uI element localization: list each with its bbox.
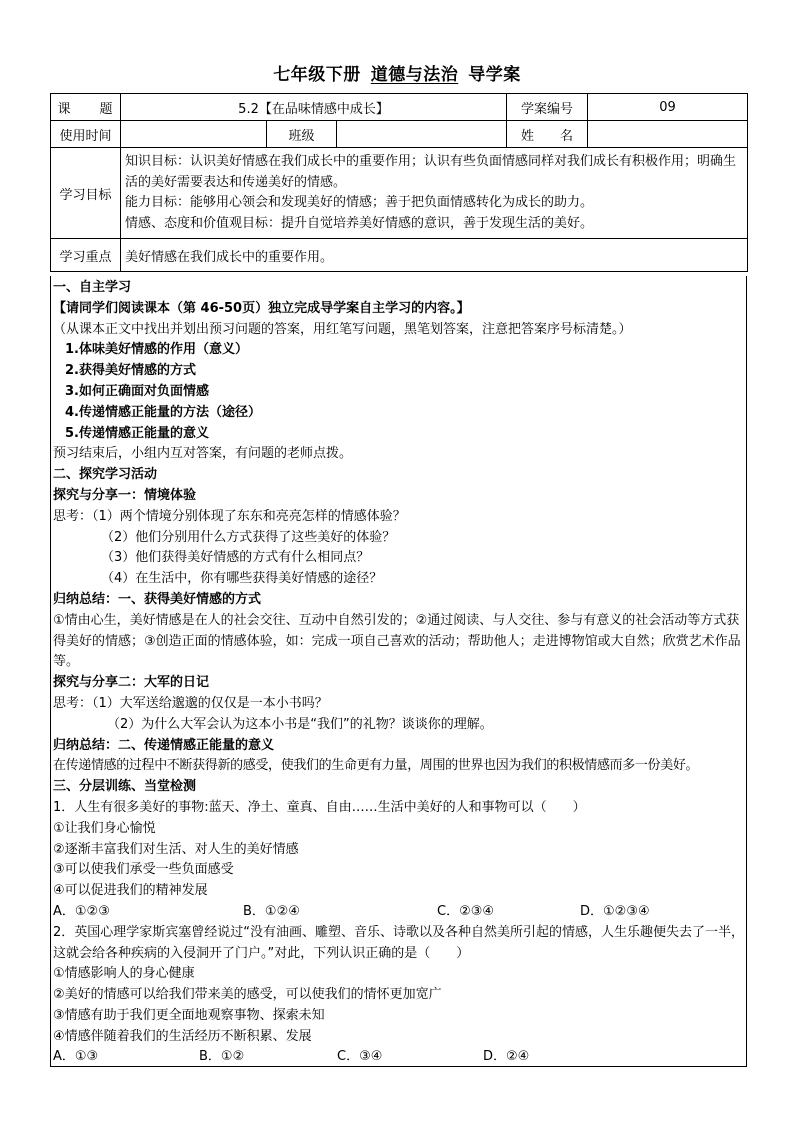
time-field[interactable] (121, 121, 267, 148)
preview-item: 5.传递情感正能量的意义 (65, 425, 209, 441)
topic-value: 5.2【在品味情感中成长】 (121, 94, 507, 121)
q1-option-d[interactable]: D．①②③④ (580, 903, 650, 919)
focus-value: 美好情感在我们成长中的重要作用。 (121, 239, 748, 272)
content-body (50, 276, 747, 1067)
q2-options (53, 1047, 744, 1068)
name-label: 姓 名 (507, 121, 588, 148)
goal-attitude: 情感、态度和价值观目标：提升自觉培养美好情感的意识，善于发现生活的美好。 (125, 215, 594, 231)
q1-statement: ④可以促进我们的精神发展 (53, 883, 208, 899)
share2-title: 探究与分享二：大军的日记 (53, 675, 210, 691)
share1-question: （2）他们分别用什么方式获得了这些美好的体验？ (101, 529, 396, 545)
q1-options (53, 902, 744, 923)
q1-option-b[interactable]: B．①②④ (243, 903, 300, 919)
title-grade: 七年级下册 (273, 65, 361, 85)
summary2-title: 归纳总结：二、传递情感正能量的意义 (53, 737, 275, 753)
header-table (50, 93, 748, 272)
section1-instruction: 【请同学们阅读课本（第 46-50页）独立完成导学案自主学习的内容。】 (53, 300, 470, 316)
q2-option-d[interactable]: D．②④ (483, 1049, 530, 1065)
preview-item: 3.如何正确面对负面情感 (65, 383, 209, 399)
q1-statement: ②逐渐丰富我们对生活、对人生的美好情感 (53, 841, 299, 857)
share1-question: 思考：（1）两个情境分别体现了东东和亮亮怎样的情感体验？ (53, 508, 406, 524)
focus-label: 学习重点 (51, 239, 121, 272)
goals-label: 学习目标 (51, 148, 121, 239)
summary2-text: 在传递情感的过程中不断获得新的感受，使我们的生命更有力量，周围的世界也因为我们的积极情感而多一份美好。 (53, 758, 699, 774)
goals-content (121, 148, 748, 239)
time-label: 使用时间 (51, 121, 121, 148)
goal-ability: 能力目标：能够用心领会和发现美好的情感；善于把负面情感转化为成长的助力。 (125, 195, 594, 210)
q2-statement: ②美好的情感可以给我们带来美的感受，可以使我们的情怀更加宽广 (53, 987, 442, 1003)
preview-item: 4.传递情感正能量的方法（途径） (65, 404, 261, 420)
share1-question: （4）在生活中，你有哪些获得美好情感的途径？ (101, 571, 383, 587)
title-suffix: 导学案 (468, 65, 521, 85)
q2-statement: ①情感影响人的身心健康 (53, 966, 195, 982)
q2-option-a[interactable]: A．①③ (53, 1049, 99, 1065)
section1-heading: 一、自主学习 (53, 280, 132, 295)
plan-no-value: 09 (588, 94, 748, 121)
class-field[interactable] (337, 121, 507, 148)
q1-option-a[interactable]: A．①②③ (53, 903, 110, 919)
question-1: 1．人生有很多美好的事物:蓝天、净土、童真、自由……生活中美好的人和事物可以（ ） (53, 799, 586, 815)
q2-option-c[interactable]: C．③④ (337, 1049, 383, 1065)
section3-heading: 三、分层训练、当堂检测 (53, 779, 197, 795)
summary1-text: ①情由心生，美好情感是在人的社会交往、互动中自然引发的；②通过阅读、与人交往、参与有意义的社会活动等方式获得美好的情感；③创造正面的情感体验，如：完成一项自己喜欢的活动；帮助他人；走进博物馆或大自然；欣赏艺术作品等。 (53, 612, 741, 670)
page-title (0, 60, 794, 85)
share2-question: 思考：（1）大军送给邈邈的仅仅是一本小书吗？ (53, 695, 328, 711)
title-subject: 道德与法治 (370, 65, 459, 85)
q2-option-b[interactable]: B．①② (199, 1049, 245, 1065)
goal-knowledge: 知识目标：认识美好情感在我们成长中的重要作用；认识有些负面情感同样对我们成长有积极作用；明确生活的美好需要表达和传递美好的情感。 (125, 154, 737, 190)
question-2: 2．英国心理学家斯宾塞曾经说过“没有油画、雕塑、音乐、诗歌以及各种自然美所引起的情感，人生乐趣便失去了一半，这就会给各种疾病的入侵洞开了门户。”对此，下列认识正确的是（ ） (53, 924, 745, 961)
share2-question: （2）为什么大军会认为这本小书是“我们”的礼物？谈谈你的理解。 (107, 716, 493, 732)
preview-item: 1.体味美好情感的作用（意义） (65, 342, 248, 358)
q1-option-c[interactable]: C．②③④ (437, 903, 495, 919)
plan-no-label: 学案编号 (507, 94, 588, 121)
name-field[interactable] (588, 121, 748, 148)
q2-statement: ④情感伴随着我们的生活经历不断积累、发展 (53, 1028, 312, 1044)
section1-note: （从课本正文中找出并划出预习问题的答案，用红笔写问题，黑笔划答案，注意把答案序号标清楚。） (53, 321, 632, 337)
section1-after: 预习结束后，小组内互对答案，有问题的老师点拨。 (53, 446, 353, 462)
class-label: 班级 (267, 121, 337, 148)
preview-item: 2.获得美好情感的方式 (65, 363, 196, 379)
summary1-title: 归纳总结：一、获得美好情感的方式 (53, 591, 262, 607)
q1-statement: ③可以使我们承受一些负面感受 (53, 862, 234, 878)
q1-statement: ①让我们身心愉悦 (53, 820, 156, 836)
q2-statement: ③情感有助于我们更全面地观察事物、探索未知 (53, 1007, 325, 1023)
share1-title: 探究与分享一：情境体验 (53, 487, 197, 503)
topic-label: 课 题 (51, 94, 121, 121)
share1-question: （3）他们获得美好情感的方式有什么相同点？ (101, 550, 370, 566)
section2-heading: 二、探究学习活动 (53, 467, 158, 483)
